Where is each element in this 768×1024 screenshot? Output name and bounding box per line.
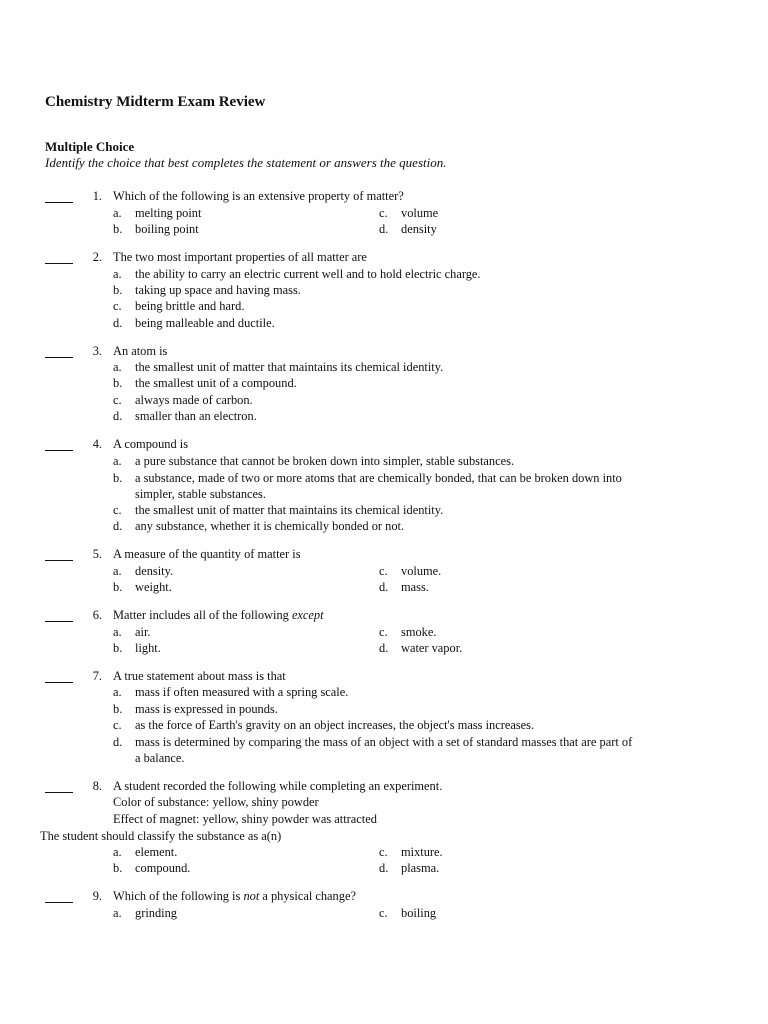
- option-text: being malleable and ductile.: [135, 316, 275, 330]
- question-stem: An atom is: [113, 344, 168, 358]
- question-number: 5.: [92, 547, 102, 561]
- answer-blank[interactable]: [45, 188, 73, 203]
- option-letter: c.: [379, 625, 388, 639]
- option-d: [113, 734, 635, 767]
- option-a: [113, 624, 150, 640]
- option-text: boiling: [401, 906, 437, 920]
- option-d: [379, 221, 437, 237]
- option-letter: d.: [379, 222, 389, 236]
- option-letter: b.: [113, 222, 123, 236]
- option-letter: c.: [379, 564, 388, 578]
- answer-blank[interactable]: [45, 249, 73, 264]
- stem-text: a physical change?: [259, 889, 356, 903]
- option-text: volume.: [401, 564, 442, 578]
- option-letter: a.: [113, 267, 122, 281]
- question-stem: Which of the following is an extensive property of matter?: [113, 189, 404, 203]
- option-text: any substance, whether it is chemically bonded or not.: [135, 519, 405, 533]
- option-d: [379, 579, 429, 595]
- question-continuation: The student should classify the substance as a(n): [40, 829, 282, 843]
- option-letter: b.: [113, 702, 123, 716]
- option-letter: c.: [379, 845, 388, 859]
- option-letter: b.: [113, 376, 123, 390]
- option-letter: a.: [113, 206, 122, 220]
- option-letter: d.: [379, 861, 389, 875]
- answer-blank[interactable]: [45, 778, 73, 793]
- answer-blank[interactable]: [45, 607, 73, 622]
- question-stem: [113, 888, 356, 904]
- option-text: mass is determined by comparing the mass of an object with a set of standard masses that are part of a balance.: [135, 735, 633, 766]
- option-text: a pure substance that cannot be broken down into simpler, stable substances.: [135, 454, 515, 468]
- stem-line: Effect of magnet: yellow, shiny powder was attracted: [113, 811, 377, 826]
- option-text: mixture.: [401, 845, 443, 859]
- option-a: [113, 684, 348, 700]
- answer-blank[interactable]: [45, 436, 73, 451]
- option-b: [113, 640, 161, 656]
- option-text: weight.: [135, 580, 172, 594]
- option-letter: b.: [113, 580, 123, 594]
- option-letter: c.: [113, 718, 122, 732]
- option-text: the ability to carry an electric current well and to hold electric charge.: [135, 267, 481, 281]
- option-text: air.: [135, 625, 151, 639]
- option-b: [113, 470, 635, 503]
- option-text: boiling point: [135, 222, 199, 236]
- option-letter: b.: [113, 471, 123, 485]
- answer-blank[interactable]: [45, 343, 73, 358]
- question-number: 1.: [92, 189, 102, 203]
- option-text: element.: [135, 845, 178, 859]
- option-text: taking up space and having mass.: [135, 283, 301, 297]
- question-number: 6.: [92, 608, 102, 622]
- section-heading: Multiple Choice: [45, 139, 135, 154]
- option-c: [379, 624, 436, 640]
- question-stem: A compound is: [113, 437, 189, 451]
- option-letter: a.: [113, 625, 122, 639]
- question-number: 3.: [92, 344, 102, 358]
- option-a: [113, 844, 177, 860]
- answer-blank[interactable]: [45, 668, 73, 683]
- option-letter: a.: [113, 685, 122, 699]
- option-text: melting point: [135, 206, 202, 220]
- option-letter: d.: [113, 316, 123, 330]
- stem-line: A student recorded the following while completing an experiment.: [113, 779, 443, 793]
- question-stem: [113, 607, 324, 623]
- option-a: [113, 563, 173, 579]
- option-d: [113, 408, 257, 424]
- option-letter: c.: [113, 299, 122, 313]
- option-text: smoke.: [401, 625, 437, 639]
- option-c: [113, 298, 244, 314]
- question-stem: [113, 778, 442, 827]
- option-letter: c.: [379, 206, 388, 220]
- option-d: [379, 860, 439, 876]
- question-stem: A true statement about mass is that: [113, 669, 286, 683]
- option-a: [113, 453, 514, 469]
- answer-blank[interactable]: [45, 888, 73, 903]
- option-c: [113, 502, 443, 518]
- question-number: 2.: [92, 250, 102, 264]
- option-text: mass is expressed in pounds.: [135, 702, 278, 716]
- stem-line: Color of substance: yellow, shiny powder: [113, 795, 319, 810]
- option-text: grinding: [135, 906, 177, 920]
- option-letter: d.: [113, 409, 123, 423]
- option-text: a substance, made of two or more atoms that are chemically bonded, that can be broken down into simpler, stable substances.: [135, 471, 622, 502]
- option-a: [113, 266, 481, 282]
- option-letter: b.: [113, 283, 123, 297]
- option-letter: a.: [113, 360, 122, 374]
- option-d: [113, 315, 275, 331]
- option-b: [113, 221, 199, 237]
- option-d: [379, 640, 462, 656]
- option-letter: a.: [113, 845, 122, 859]
- stem-emphasis: not: [243, 889, 260, 903]
- option-c: [113, 392, 253, 408]
- option-a: [113, 359, 443, 375]
- option-letter: d.: [113, 519, 123, 533]
- option-text: density.: [135, 564, 174, 578]
- option-letter: a.: [113, 454, 122, 468]
- option-text: plasma.: [401, 861, 440, 875]
- option-c: [113, 717, 534, 733]
- section-instructions: Identify the choice that best completes the statement or answers the question.: [45, 155, 447, 170]
- option-text: the smallest unit of matter that maintains its chemical identity.: [135, 360, 444, 374]
- option-text: mass if often measured with a spring scale.: [135, 685, 349, 699]
- option-letter: d.: [113, 735, 123, 749]
- option-c: [379, 205, 438, 221]
- question-stem: A measure of the quantity of matter is: [113, 547, 301, 561]
- option-letter: a.: [113, 906, 122, 920]
- option-a: [113, 905, 177, 921]
- option-text: mass.: [401, 580, 429, 594]
- option-b: [113, 579, 172, 595]
- option-b: [113, 282, 301, 298]
- option-text: the smallest unit of a compound.: [135, 376, 297, 390]
- option-text: smaller than an electron.: [135, 409, 257, 423]
- option-letter: d.: [379, 641, 389, 655]
- option-b: [113, 375, 297, 391]
- option-letter: a.: [113, 564, 122, 578]
- option-letter: c.: [113, 503, 122, 517]
- option-a: [113, 205, 201, 221]
- option-text: as the force of Earth's gravity on an object increases, the object's mass increases.: [135, 718, 535, 732]
- option-text: light.: [135, 641, 161, 655]
- option-text: volume: [401, 206, 439, 220]
- option-d: [113, 518, 404, 534]
- stem-emphasis: except: [291, 608, 324, 622]
- option-text: always made of carbon.: [135, 393, 253, 407]
- stem-text: Matter includes all of the following: [113, 608, 292, 622]
- option-text: the smallest unit of matter that maintains its chemical identity.: [135, 503, 444, 517]
- answer-blank[interactable]: [45, 546, 73, 561]
- option-text: compound.: [135, 861, 191, 875]
- option-b: [113, 860, 190, 876]
- question-number: 8.: [92, 779, 102, 793]
- option-letter: b.: [113, 861, 123, 875]
- page-title: Chemistry Midterm Exam Review: [45, 94, 266, 110]
- question-number: 9.: [92, 889, 102, 903]
- option-letter: b.: [113, 641, 123, 655]
- stem-text: Which of the following is: [113, 889, 244, 903]
- question-number: 4.: [92, 437, 102, 451]
- option-letter: d.: [379, 580, 389, 594]
- option-text: water vapor.: [401, 641, 463, 655]
- option-letter: c.: [113, 393, 122, 407]
- option-c: [379, 563, 441, 579]
- option-c: [379, 844, 443, 860]
- question-number: 7.: [92, 669, 102, 683]
- option-text: being brittle and hard.: [135, 299, 245, 313]
- option-letter: c.: [379, 906, 388, 920]
- option-b: [113, 701, 278, 717]
- option-text: density: [401, 222, 437, 236]
- option-c: [379, 905, 436, 921]
- question-stem: The two most important properties of all matter are: [113, 250, 367, 264]
